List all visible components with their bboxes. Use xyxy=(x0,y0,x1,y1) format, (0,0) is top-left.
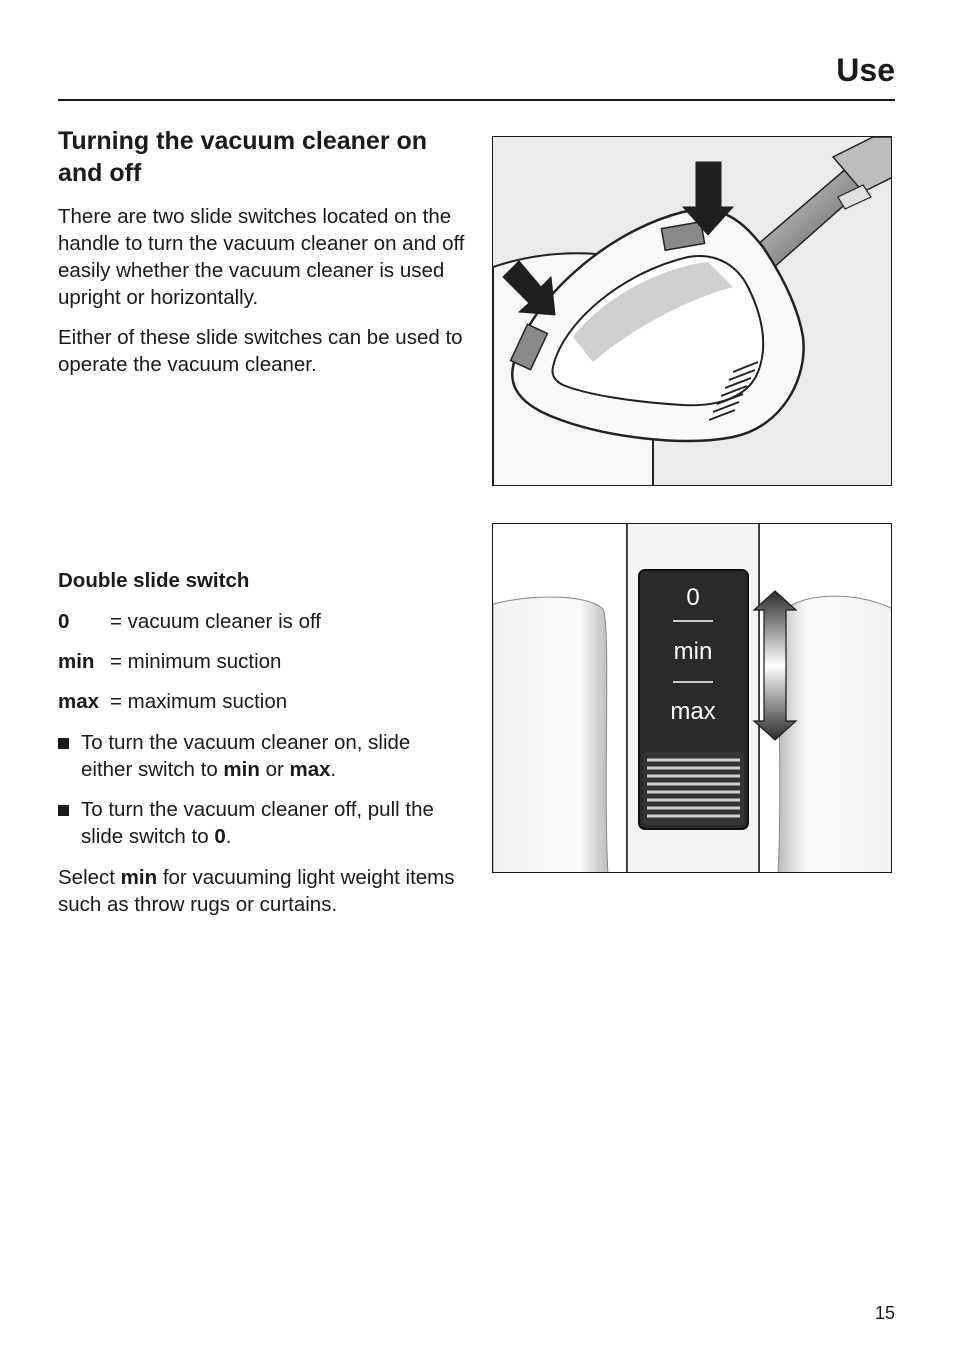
paragraph-text-part: Select xyxy=(58,866,121,889)
switch-label-off: 0 xyxy=(686,584,700,611)
page-number: 15 xyxy=(874,1303,895,1323)
bullet-turn-on xyxy=(58,729,458,783)
section-heading: Turning the vacuum cleaner on and off xyxy=(58,127,428,187)
definition-text: = vacuum cleaner is off xyxy=(110,610,321,633)
bullet-text-part: or xyxy=(259,758,290,781)
bullet-text xyxy=(81,796,458,850)
bullet-square-icon xyxy=(58,738,69,749)
second-paragraph: Either of these slide switches can be used to operate the vacuum cleaner. xyxy=(58,326,463,376)
bullet-bold-min: min xyxy=(223,758,260,781)
bullet-bold-max: max xyxy=(289,758,331,781)
closing-paragraph xyxy=(58,864,468,918)
handle-illustration-svg xyxy=(493,137,892,486)
bullet-square-icon xyxy=(58,805,69,816)
subheading-double-slide-switch: Double slide switch xyxy=(58,569,250,592)
definition-term: max xyxy=(58,690,100,713)
section-title: Use xyxy=(836,52,895,88)
handle-illustration xyxy=(492,136,892,486)
bullet-bold-zero: 0 xyxy=(214,825,226,848)
intro-paragraph: There are two slide switches located on the handle to turn the vacuum cleaner on and off easily whether the vacuum cleaner is used upright or horizontally. xyxy=(58,205,465,309)
bullet-text-part: . xyxy=(225,825,232,848)
definition-text: = minimum suction xyxy=(110,650,282,673)
bullet-text-part: . xyxy=(330,758,337,781)
definition-term: min xyxy=(58,650,95,673)
definition-term: 0 xyxy=(58,610,70,633)
switch-label-min: min xyxy=(673,638,713,665)
bullet-text-part: To turn the vacuum cleaner on, slide either switch to xyxy=(81,731,411,781)
switch-illustration-svg xyxy=(493,524,892,873)
switch-illustration xyxy=(492,523,892,873)
header-rule xyxy=(58,99,895,101)
paragraph-bold-min: min xyxy=(120,866,158,889)
bullet-turn-off xyxy=(58,796,458,850)
definition-off xyxy=(58,608,321,635)
bullet-text-part: To turn the vacuum cleaner off, pull the slide switch to xyxy=(81,798,434,848)
definition-min xyxy=(58,648,281,675)
paragraph-text-part: for vacuuming light weight items such as throw rugs or curtains. xyxy=(58,866,455,916)
definition-text: = maximum suction xyxy=(110,690,288,713)
definition-max xyxy=(58,688,287,715)
bullet-text xyxy=(81,729,458,783)
switch-label-max: max xyxy=(670,698,716,725)
